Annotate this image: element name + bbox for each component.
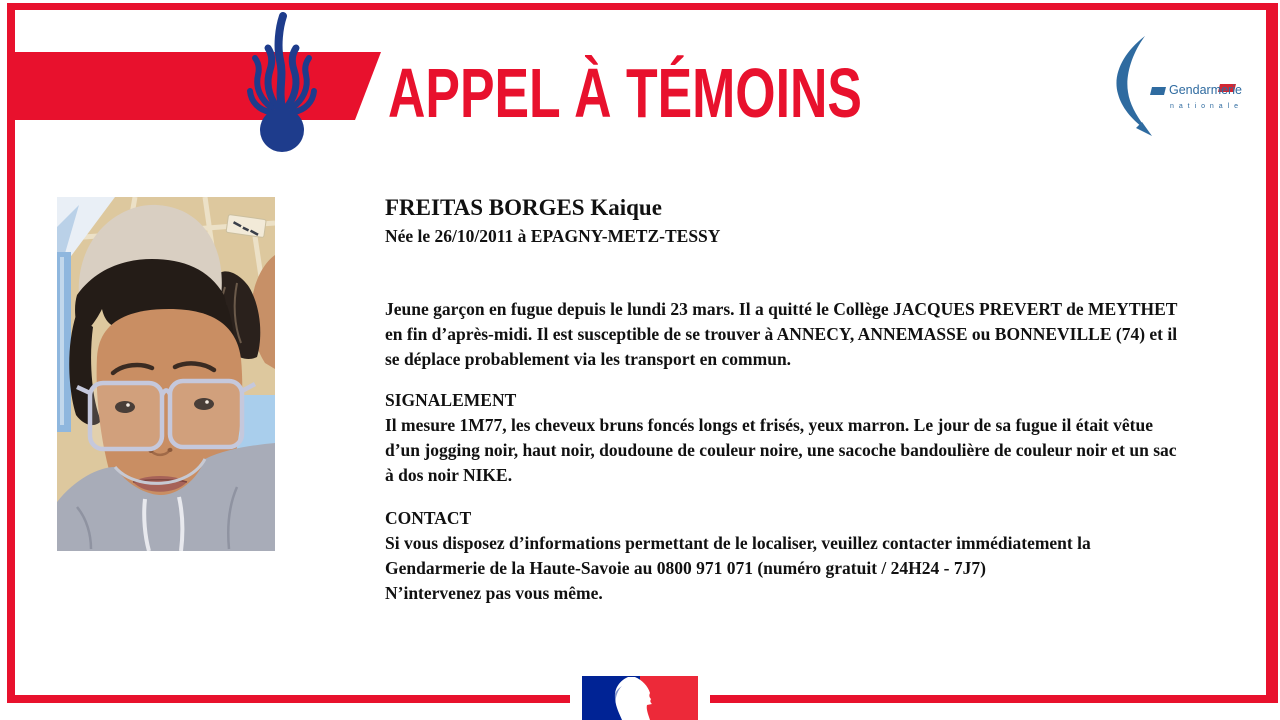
logo-name-text: Gendarmerie [1169,83,1242,97]
contact-warning-line: N’intervenez pas vous même. [385,583,603,603]
missing-person-photo [57,197,275,551]
description-paragraph: Jeune garçon en fugue depuis le lundi 23 mars. Il a quitté le Collège JACQUES PREVERT de MEYTHET en fin d’après-midi. Il est susceptible de se trouver à ANNECY, ANNEMASSE ou BONNEVILLE (74) et il se déplace probablement via les transport en commun. [385,299,1178,369]
signalement-paragraph: Il mesure 1M77, les cheveux bruns foncés longs et frisés, yeux marron. Le jour de sa fugue il était vêtue d’un jogging noir, haut noir, doudoune de couleur noire, une sacoche bandoulière de couleur noir et un sac à dos noir NIKE. [385,415,1177,485]
frame-left-border [7,3,15,703]
poster-title: APPEL À TÉMOINS [388,54,862,132]
gendarmerie-grenade-icon [244,12,320,154]
frame-top-border [7,3,1278,10]
contact-paragraph: Si vous disposez d’informations permettant de le localiser, veuillez contacter immédiatement la Gendarmerie de la Haute-Savoie au 0800 971 071 (numéro gratuit / 24H24 - 7J7) [385,533,1091,578]
frame-bottom-border-right [710,695,1277,703]
frame-bottom-border-left [7,695,570,703]
republique-francaise-marianne-icon [582,676,698,720]
logo-blue-block [1150,87,1166,95]
signalement-heading: SIGNALEMENT [385,390,517,410]
frame-right-border [1266,3,1278,703]
person-birth-line: Née le 26/10/2011 à EPAGNY-METZ-TESSY [385,226,721,246]
gendarmerie-nationale-logo [1108,32,1248,144]
header-red-band [15,52,381,120]
gendarmerie-swoosh-icon [1116,36,1152,136]
contact-heading: CONTACT [385,508,472,528]
person-name: FREITAS BORGES Kaique [385,195,662,220]
logo-subname-text: n a t i o n a l e [1170,103,1240,110]
